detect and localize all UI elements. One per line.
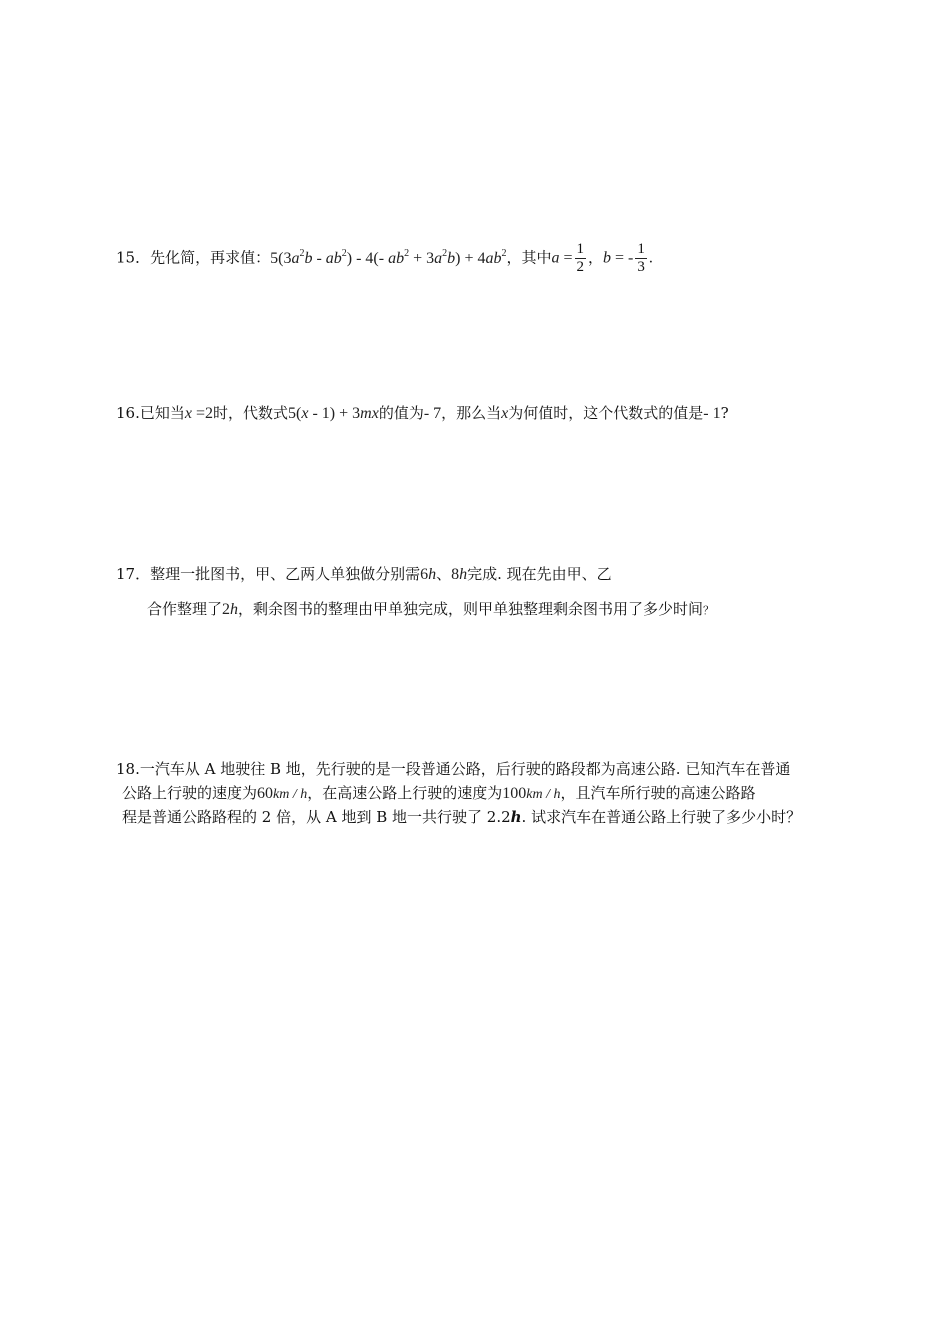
question-18-line-3: 程是普通公路路程的 2 倍，从 A 地到 B 地一共行驶了 2.2h. 试求汽车在普通公路上行驶了多少小时？ bbox=[122, 808, 802, 826]
question-15-var-a: a bbox=[551, 249, 560, 267]
question-18-line-1: 18.一汽车从 A 地驶往 B 地，先行驶的是一段普通公路，后行驶的路段都为高速公路. 已知汽车在普通 bbox=[116, 760, 791, 778]
question-15: 15．先化简，再求值：$5(3a^2b - ab^2) - 4(-$ $ab^2 + 3a^2b) + 4ab^2$，其中a = $\frac{1}{2}$ ，b = - $\frac{1}{3}$ . bbox=[116, 241, 653, 275]
question-15-var-b: b bbox=[603, 249, 612, 267]
question-17-line-2: 合作整理了2h，剩余图书的整理由甲单独完成，则甲单独整理剩余图书用了多少时间？ bbox=[147, 600, 715, 618]
question-16: 16.已知当x =2时，代数式5(x - 1) + 3mx的值为- 7，那么当x为何值时，这个代数式的值是- 1? bbox=[116, 404, 729, 422]
question-17-number: 17． bbox=[116, 565, 151, 583]
question-15-condition: ，其中 bbox=[506, 248, 552, 267]
question-15-fraction-b: $\frac{1}{3}$ bbox=[637, 241, 645, 275]
question-15-expression: $5(3a^2b - ab^2) - 4(-$ $ab^2 + 3a^2b) + 4ab^2$ bbox=[270, 247, 507, 267]
question-15-text: 先化简，再求值： bbox=[150, 248, 271, 267]
question-16-number: 16. bbox=[116, 404, 140, 422]
question-17-line-1: 17．整理一批图书，甲、乙两人单独做分别需6h、8h完成. 现在先由甲、乙 bbox=[116, 565, 612, 583]
question-15-fraction-a: $\frac{1}{2}$ bbox=[576, 241, 585, 275]
question-18-line-2: 公路上行驶的速度为60km / h，在高速公路上行驶的速度为100km / h，且汽车所行驶的高速公路路 bbox=[122, 784, 756, 802]
question-16-expression: 5(x - 1) + 3mx bbox=[288, 405, 379, 422]
question-15-number: 15． bbox=[116, 248, 151, 267]
